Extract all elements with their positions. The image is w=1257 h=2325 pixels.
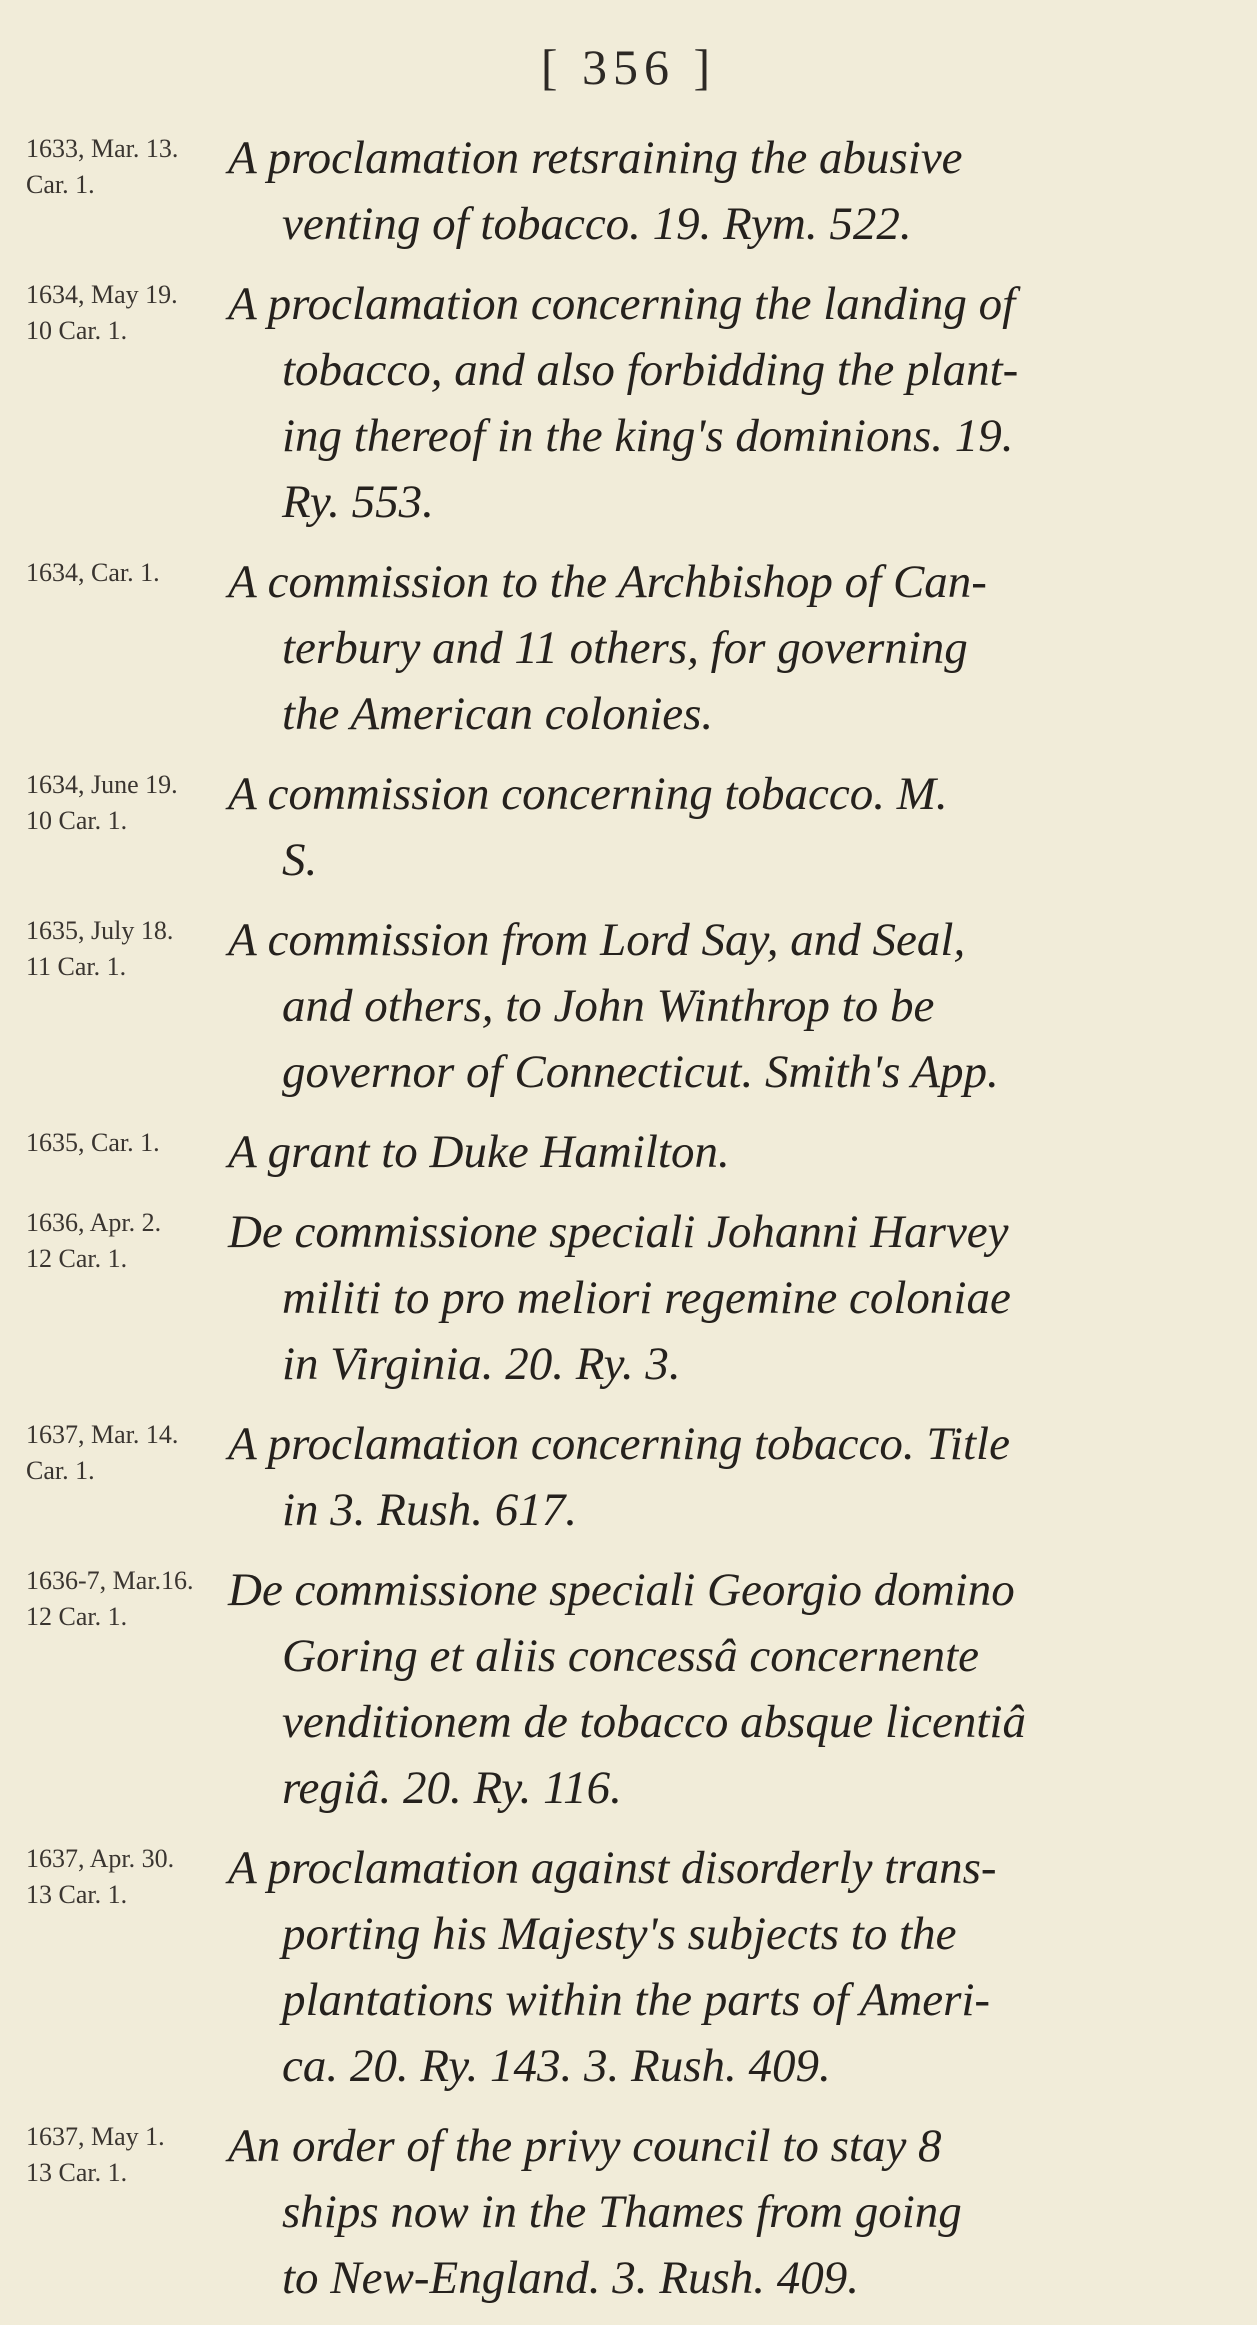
date-line: 1634, May 19. (26, 280, 178, 309)
date-line: Car. 1. (26, 170, 95, 199)
entry-text (228, 125, 1228, 257)
date-line: 1636, Apr. 2. (26, 1208, 162, 1237)
list-item (0, 2113, 1257, 2311)
date-line: 12 Car. 1. (26, 1602, 128, 1631)
date-line: 13 Car. 1. (26, 2158, 128, 2187)
entry-date (26, 2113, 216, 2191)
list-item (0, 1557, 1257, 1821)
entry-line: De commissione speciali Johanni Harvey (228, 1206, 1009, 1258)
entry-line: A commission to the Archbishop of Can- (228, 556, 987, 608)
list-item (0, 1119, 1257, 1185)
date-line: 1637, May 1. (26, 2122, 165, 2151)
page-number: [ 356 ] (540, 39, 717, 95)
entry-line: ing thereof in the king's dominions. 19. (282, 410, 1014, 462)
entry-date (26, 907, 216, 985)
entry-date (26, 761, 216, 839)
entry-line: A proclamation against disorderly trans- (228, 1842, 997, 1894)
entry-line: terbury and 11 others, for governing (282, 622, 968, 674)
entry-line: ca. 20. Ry. 143. 3. Rush. 409. (282, 2040, 831, 2092)
date-line: Car. 1. (26, 1456, 95, 1485)
entry-line: porting his Majesty's subjects to the (282, 1908, 957, 1960)
list-item (0, 1835, 1257, 2099)
entry-line: in Virginia. 20. Ry. 3. (282, 1338, 681, 1390)
entry-line: in 3. Rush. 617. (282, 1484, 578, 1536)
entry-line: Goring et aliis concessâ concernente (282, 1630, 979, 1682)
entry-text (228, 2113, 1228, 2311)
date-line: 10 Car. 1. (26, 806, 128, 835)
entry-line: the American colonies. (282, 688, 714, 740)
date-line: 1635, July 18. (26, 916, 174, 945)
entry-text (228, 907, 1228, 1105)
entry-line: An order of the privy council to stay 8 (228, 2120, 942, 2172)
entry-line: regiâ. 20. Ry. 116. (282, 1762, 622, 1814)
list-item (0, 549, 1257, 747)
entry-line: A proclamation concerning the landing of (228, 278, 1016, 330)
date-line: 1635, Car. 1. (26, 1128, 160, 1157)
entry-text (228, 1119, 1228, 1185)
list-item (0, 271, 1257, 535)
entry-text (228, 761, 1228, 893)
entry-line: ships now in the Thames from going (282, 2186, 962, 2238)
entry-text (228, 1411, 1228, 1543)
entry-line: venditionem de tobacco absque licentiâ (282, 1696, 1026, 1748)
entry-date (26, 549, 216, 591)
date-line: 1633, Mar. 13. (26, 134, 179, 163)
entry-text (228, 1199, 1228, 1397)
entry-date (26, 1199, 216, 1277)
date-line: 1634, Car. 1. (26, 558, 160, 587)
date-line: 1637, Mar. 14. (26, 1420, 179, 1449)
entry-line: to New-England. 3. Rush. 409. (282, 2252, 860, 2304)
date-line: 1636-7, Mar.16. (26, 1566, 194, 1595)
entry-date (26, 1835, 216, 1913)
entry-line: tobacco, and also forbidding the plant- (282, 344, 1019, 396)
date-line: 1634, June 19. (26, 770, 178, 799)
entry-line: venting of tobacco. 19. Rym. 522. (282, 198, 912, 250)
entry-line: and others, to John Winthrop to be (282, 980, 935, 1032)
list-item (0, 125, 1257, 257)
entry-line: Ry. 553. (282, 476, 434, 528)
entry-text (228, 1557, 1228, 1821)
entry-date (26, 271, 216, 349)
entry-line: militi to pro meliori regemine coloniae (282, 1272, 1011, 1324)
entry-text (228, 271, 1228, 535)
date-line: 1637, Apr. 30. (26, 1844, 175, 1873)
entry-date (26, 1119, 216, 1161)
entry-date (26, 125, 216, 203)
entry-line: De commissione speciali Georgio domino (228, 1564, 1015, 1616)
entry-line: A proclamation retsraining the abusive (228, 132, 963, 184)
date-line: 11 Car. 1. (26, 952, 127, 981)
entry-text (228, 549, 1228, 747)
entry-line: governor of Connecticut. Smith's App. (282, 1046, 999, 1098)
entry-line: S. (282, 834, 318, 886)
entry-date (26, 1557, 216, 1635)
entry-date (26, 1411, 216, 1489)
date-line: 10 Car. 1. (26, 316, 128, 345)
list-item (0, 907, 1257, 1105)
entry-line: A grant to Duke Hamilton. (228, 1126, 730, 1178)
entry-line: A proclamation concerning tobacco. Title (228, 1418, 1010, 1470)
entry-line: plantations within the parts of Ameri- (282, 1974, 991, 2026)
entries-list (0, 125, 1257, 2325)
list-item (0, 761, 1257, 893)
list-item (0, 1199, 1257, 1397)
date-line: 13 Car. 1. (26, 1880, 128, 1909)
entry-text (228, 1835, 1228, 2099)
list-item (0, 1411, 1257, 1543)
entry-line: A commission concerning tobacco. M. (228, 768, 948, 820)
entry-line: A commission from Lord Say, and Seal, (228, 914, 966, 966)
date-line: 12 Car. 1. (26, 1244, 128, 1273)
